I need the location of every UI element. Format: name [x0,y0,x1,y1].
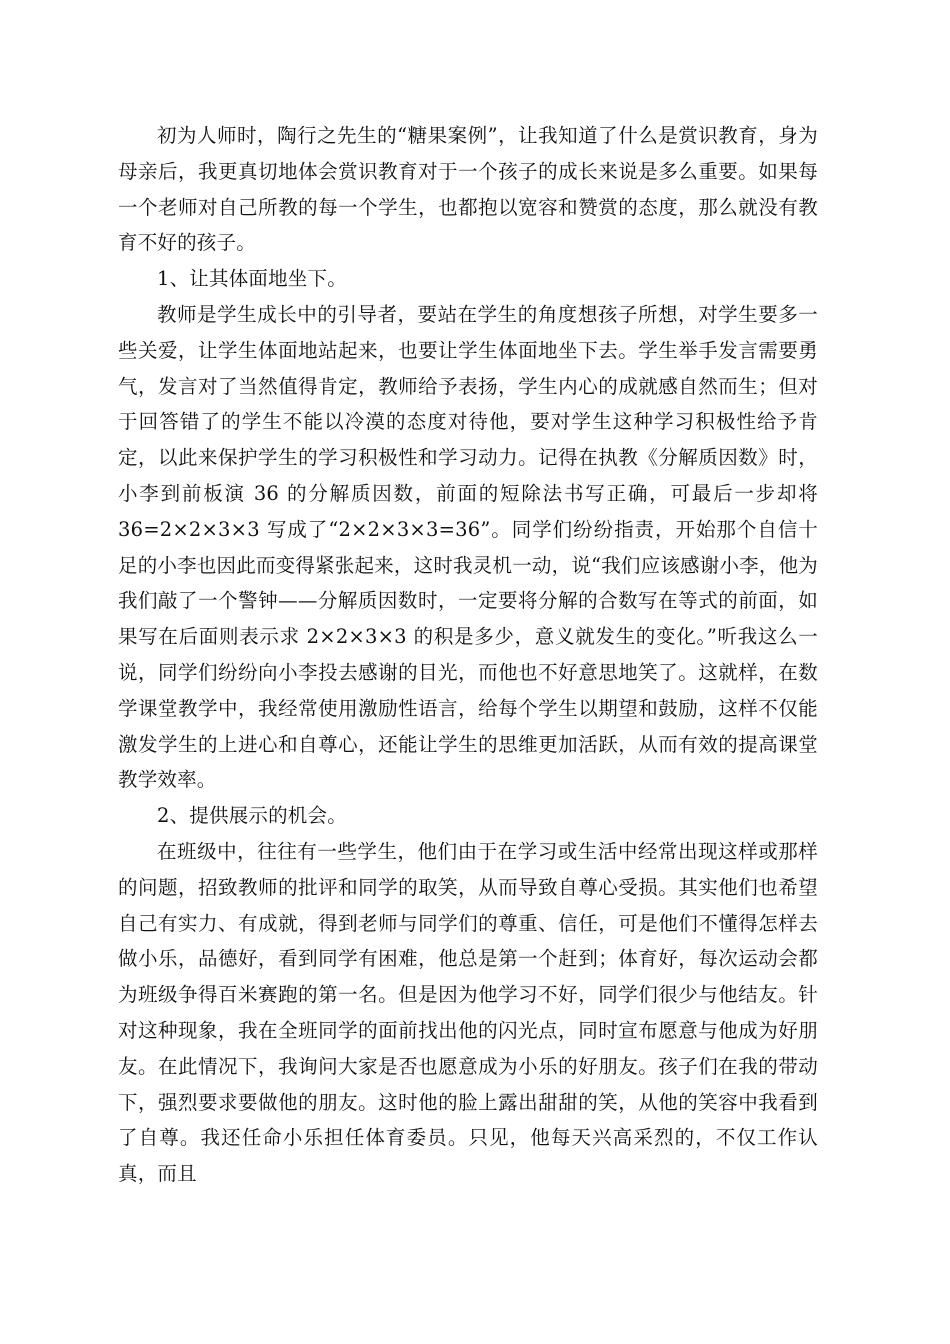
section-1-paragraph: 教师是学生成长中的引导者，要站在学生的角度想孩子所想，对学生要多一些关爱，让学生体面地站起来，也要让学生体面地坐下去。学生举手发言需要勇气，发言对了当然值得肯定，教师给予表扬，学生内心的成就感自然而生；但对于回答错了的学生不能以冷漠的态度对待他，要对学生这种学习积极性给予肯定，以此来保护学生的学习积极性和学习动力。记得在执教《分解质因数》时，小李到前板演 36 的分解质因数，前面的短除法书写正确，可最后一步却将 36=2×2×3×3 写成了“2×2×3×3=36”。同学们纷纷指责，开始那个自信十足的小李也因此而变得紧张起来，这时我灵机一动，说“我们应该感谢小李，他为我们敲了一个警钟——分解质因数时，一定要将分解的合数写在等式的前面，如果写在后面则表示求 2×2×3×3 的积是多少，意义就发生的变化。”听我这么一说，同学们纷纷向小李投去感谢的目光，而他也不好意思地笑了。这就样，在数学课堂教学中，我经常使用激励性语言，给每个学生以期望和鼓励，这样不仅能激发学生的上进心和自尊心，还能让学生的思维更加活跃，从而有效的提高课堂教学效率。 [118,302,818,792]
intro-paragraph: 初为人师时，陶行之先生的“糖果案例”，让我知道了什么是赏识教育，身为母亲后，我更真切地体会赏识教育对于一个孩子的成长来说是多么重要。如果每一个老师对自己所教的每一个学生，也都抱以宽容和赞赏的态度，那么就没有教育不好的孩子。 [118,124,818,255]
section-heading-2: 2、提供展示的机会。 [157,804,347,828]
document-body [118,118,818,1192]
section-heading-1: 1、让其体面地坐下。 [157,267,347,291]
section-2-paragraph: 在班级中，往往有一些学生，他们由于在学习或生活中经常出现这样或那样的问题，招致教师的批评和同学的取笑，从而导致自尊心受损。其实他们也希望自己有实力、有成就，得到老师与同学们的尊重、信任，可是他们不懂得怎样去做小乐，品德好，看到同学有困难，他总是第一个赶到；体育好，每次运动会都为班级争得百米赛跑的第一名。但是因为他学习不好，同学们很少与他结友。针对这种现象，我在全班同学的面前找出他的闪光点，同时宣布愿意与他成为好朋友。在此情况下，我询问大家是否也愿意成为小乐的好朋友。孩子们在我的带动下，强烈要求要做他的朋友。这时他的脸上露出甜甜的笑，从他的笑容中我看到了自尊。我还任命小乐担任体育委员。只见，他每天兴高采烈的，不仅工作认真，而且 [118,839,818,1186]
